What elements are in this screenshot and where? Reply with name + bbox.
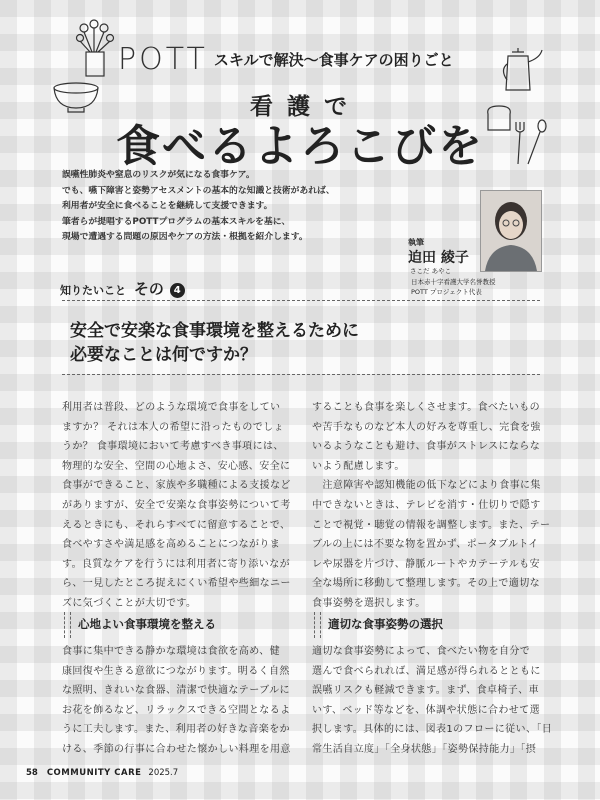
paragraph-line: す。良質なケアを行うには利用者に寄り添いなが <box>62 558 290 570</box>
lead-line: 筆者らが提唱するPOTTプログラムの基本スキルを基に、 <box>62 216 291 227</box>
question-line: 安全で安楽な食事環境を整えるために <box>70 321 359 341</box>
paragraph-line: 食事姿勢を選択します。 <box>312 597 426 609</box>
paragraph-line: お花を飾るなど、リラックスできる空間となるよ <box>62 704 291 716</box>
paragraph-line: 康回復や生きる意欲につながります。明るく自然 <box>62 665 290 677</box>
section-label <box>60 278 185 299</box>
right-column-intro <box>312 398 550 614</box>
right-column-body <box>312 642 552 760</box>
paragraph-line: ける、季節の行事に合わせた懐かしい料理を用意 <box>62 743 291 755</box>
author-kana: さこだ あやこ <box>410 267 452 275</box>
lead-line: 誤嚥性肺炎や窒息のリスクが気になる食事ケア。 <box>62 170 255 180</box>
section-label-text: 知りたいこと <box>60 284 126 297</box>
magazine-name: COMMUNITY CARE <box>46 768 142 778</box>
paragraph-line: ますか？ それは本人の希望に沿ったものでしょ <box>62 421 284 433</box>
paragraph-line: 利用者は普段、どのような環境で食事をしてい <box>62 402 281 413</box>
page-number: 58 <box>26 768 38 778</box>
question-heading <box>70 319 359 367</box>
paragraph-line: レや尿器を片づけ、静脈ルートやカテーテルも安 <box>312 558 540 570</box>
paragraph-line: 食事ができること、家族や多職種による支援など <box>62 480 291 492</box>
paragraph-line: 常生活自立度」「全身状態」「姿勢保持能力」「摂 <box>312 743 537 755</box>
paragraph-line: えるときにも、それらすべてに留意することで、 <box>62 519 291 531</box>
title-kicker: 看 護 で <box>249 94 350 120</box>
author-photo <box>480 190 542 272</box>
paragraph-line: 食事に集中できる静かな環境は食欲を高め、健 <box>62 646 280 657</box>
issue-date: 2025.7 <box>148 768 179 778</box>
section-number-badge: 4 <box>170 283 185 298</box>
subheading-left: 心地よい食事環境を整える <box>64 616 216 632</box>
paragraph-line: 注意障害や認知機能の低下などにより食事に集 <box>312 480 541 492</box>
paragraph-line: うか？ 食事環境において考慮すべき事項には、 <box>62 441 284 453</box>
author-role: 執筆 <box>408 238 424 247</box>
paragraph-line: や苦手なものなど本人の好みを尊重し、完食を強 <box>312 421 541 433</box>
paragraph-line: ブルの上には不要な物を置かず、ポータブルトイ <box>312 539 539 551</box>
author-affiliation: 日本赤十字看護大学名誉教授 <box>411 278 496 286</box>
left-column-intro <box>62 398 291 614</box>
paragraph-line: 適切な食事姿勢によって、食べたい物を自分で <box>312 646 531 657</box>
paragraph-line: いす、ベッド等などを、体調や状態に合わせて選 <box>312 704 540 716</box>
divider <box>62 374 540 375</box>
paragraph-line: ら、一見したところ捉えにくい希望や些細なニー <box>62 578 291 590</box>
paragraph-line: いよう配慮します。 <box>312 460 405 472</box>
paragraph-line: ことで視覚・聴覚の情報を調整します。また、テー <box>312 519 551 531</box>
lead-line: でも、嚥下障害と姿勢アセスメントの基本的な知識と技術があれば、 <box>62 185 335 196</box>
paragraph-line: がありますが、安全で安楽な食事姿勢について考 <box>62 499 291 511</box>
paragraph-line: 物理的な安全、空間の心地よさ、安心感、安全に <box>62 460 291 472</box>
lead-line: 利用者が安全に食べることを継続して支援できます。 <box>62 201 273 211</box>
page-footer <box>26 768 178 778</box>
paragraph-line: いるようなことも避け、食事がストレスにならな <box>312 441 541 453</box>
paragraph-line: ズに気づくことが大切です。 <box>62 597 197 609</box>
paragraph-line: 誤嚥リスクも軽減できます。まず、食卓椅子、車 <box>312 685 539 697</box>
paragraph-line: 選んで食べられれば、満足感が得られるとともに <box>312 665 541 677</box>
section-sono: その <box>133 280 164 298</box>
question-line: 必要なことは何ですか？ <box>70 345 257 365</box>
paragraph-line: 全な場所に移動して整理します。その上で適切な <box>312 578 540 590</box>
flower-pot-illustration <box>72 18 122 80</box>
paragraph-line: 食べやすさや満足感を高めることにつながりま <box>62 539 281 551</box>
lead-line: 現場で遭遇する問題の原因やケアの方法・根拠を紹介します。 <box>62 232 308 242</box>
paragraph-line: 択します。具体的には、図表1のフローに従い、「日 <box>312 724 553 736</box>
subheading-right: 適切な食事姿勢の選択 <box>314 616 443 632</box>
paragraph-line: な照明、きれいな食器、清潔で快適なテーブルに <box>62 685 290 697</box>
paragraph-line: 中できないときは、テレビを消す・仕切りで隠す <box>312 499 541 511</box>
page-title: 食べるよろこびを <box>116 121 484 172</box>
series-title <box>118 42 454 77</box>
paragraph-line: うに工夫します。また、利用者の好きな音楽をか <box>62 724 290 736</box>
lead-paragraph <box>62 168 335 246</box>
series-prefix: POTT <box>118 42 208 77</box>
author-name: 迫田 綾子 <box>408 250 469 266</box>
divider <box>62 300 540 301</box>
series-suffix: スキルで解決〜食事ケアの困りごと <box>213 51 454 69</box>
left-column-body <box>62 642 291 760</box>
paragraph-line: することも食事を楽しくさせます。食べたいもの <box>312 402 540 413</box>
author-affiliation: POTT プロジェクト代表 <box>411 288 482 296</box>
